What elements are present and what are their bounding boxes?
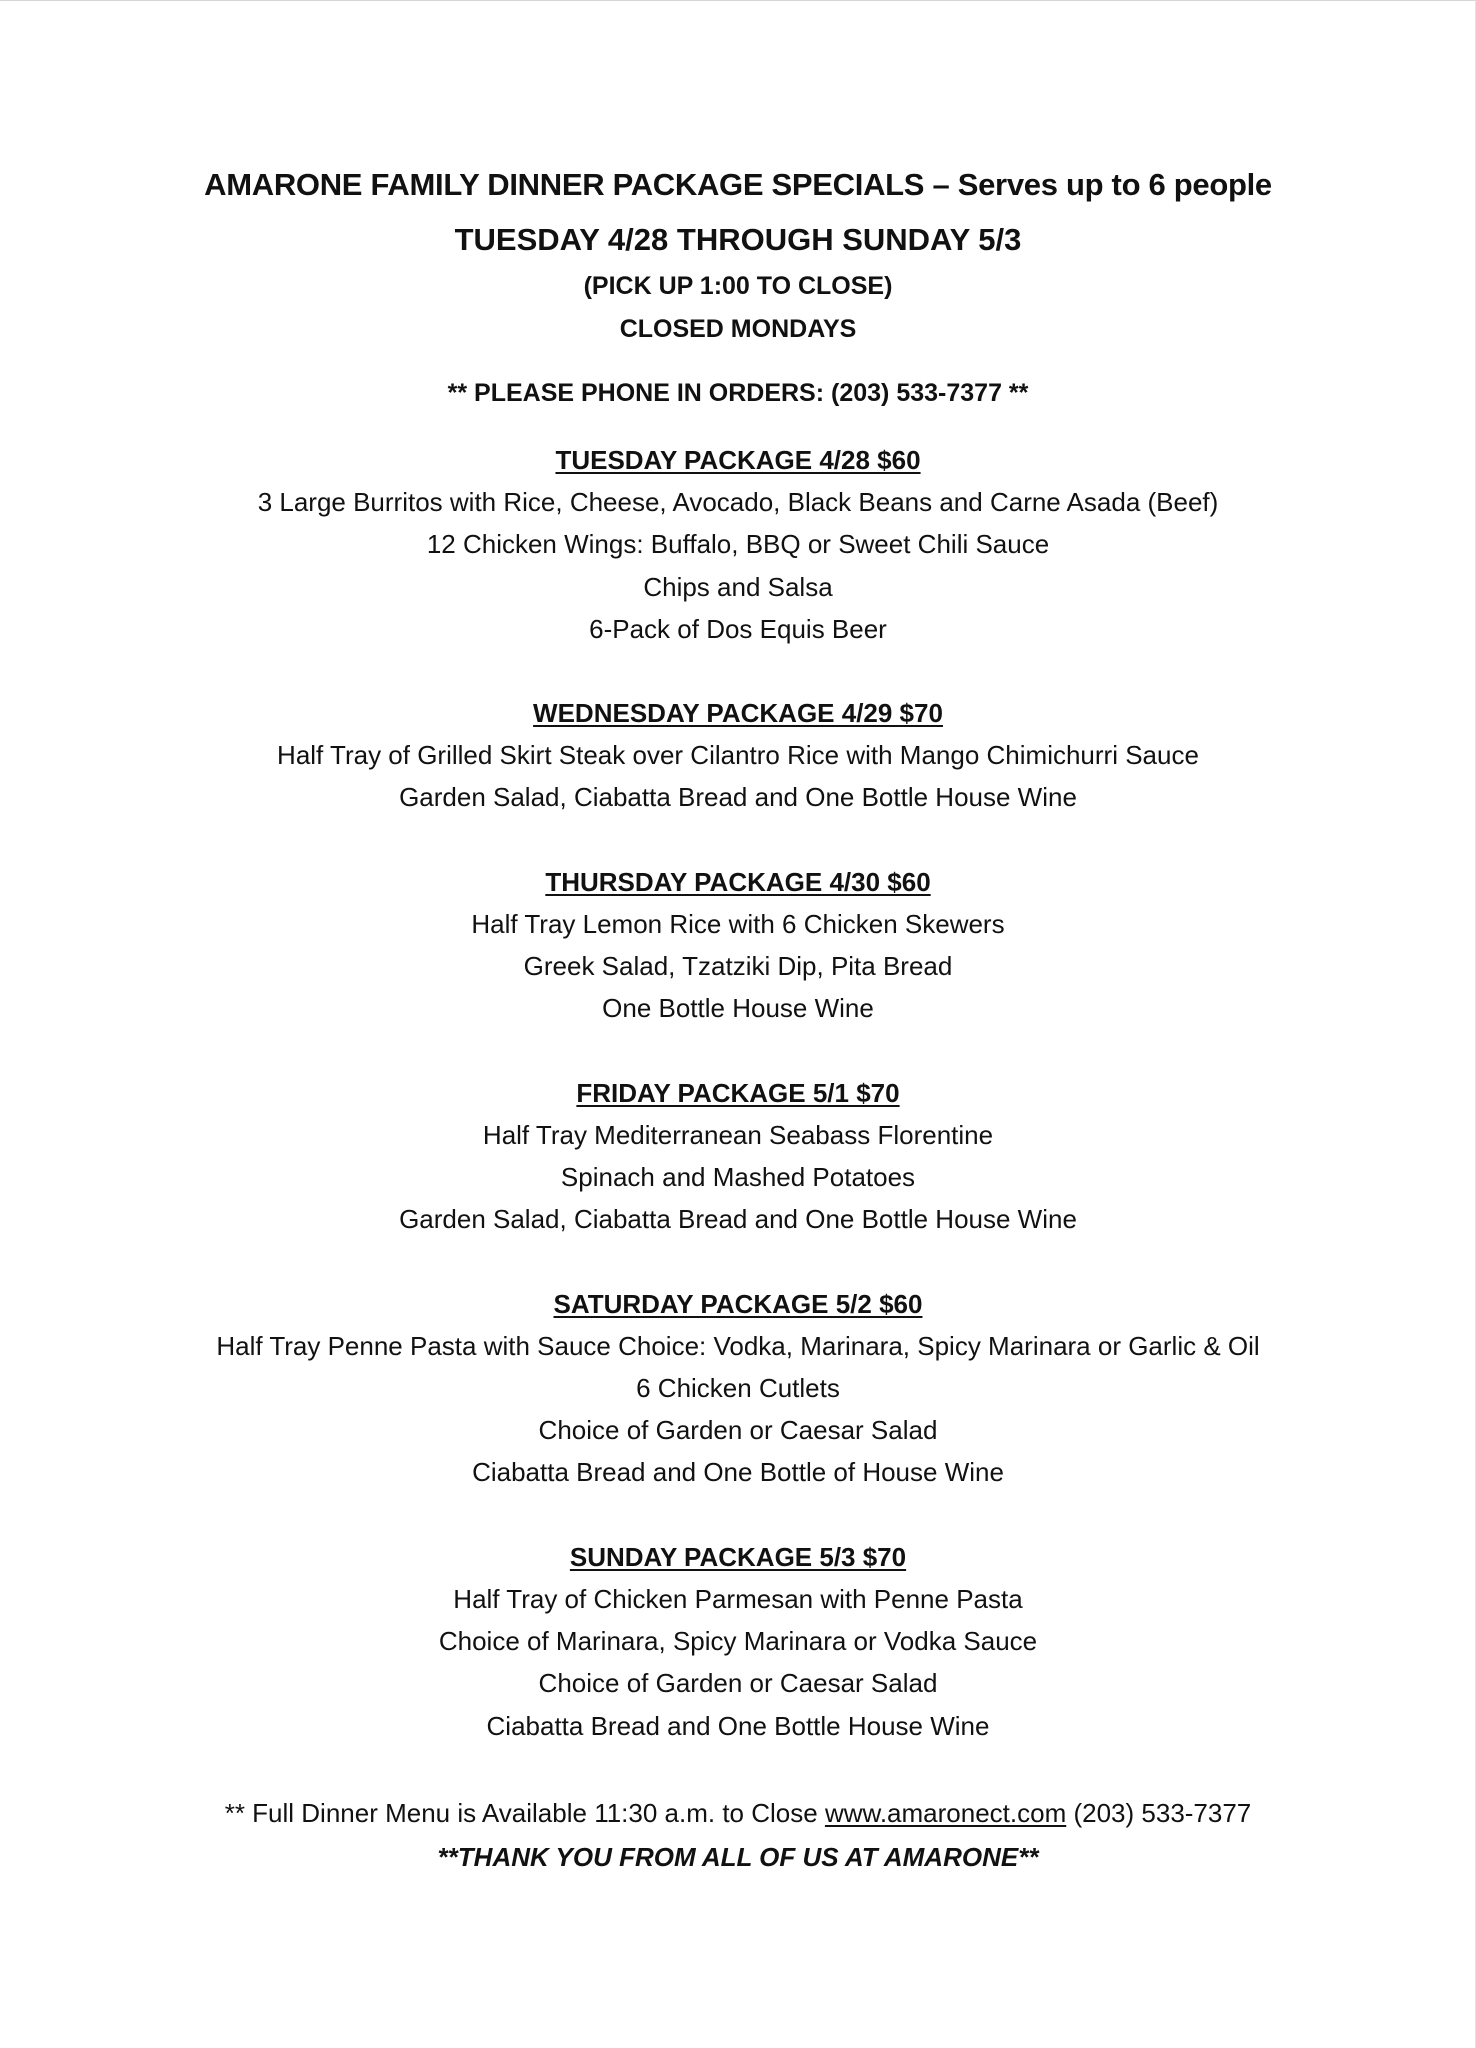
package-item: Choice of Marinara, Spicy Marinara or Vodka Sauce	[438, 1626, 1038, 1657]
package-item: Half Tray of Grilled Skirt Steak over Cilantro Rice with Mango Chimichurri Sauce	[277, 740, 1199, 771]
package-item: Half Tray Penne Pasta with Sauce Choice: Vodka, Marinara, Spicy Marinara or Garlic & Oil	[216, 1330, 1260, 1361]
footer-phone: (203) 533-7377	[1066, 1798, 1252, 1828]
package-item: Ciabatta Bread and One Bottle House Wine	[486, 1710, 990, 1741]
footer-menu-note	[0, 1798, 1476, 1829]
closed-days: CLOSED MONDAYS	[619, 315, 857, 343]
package-item: 6-Pack of Dos Equis Beer	[589, 613, 887, 644]
package-saturday	[0, 1283, 1476, 1494]
package-item: One Bottle House Wine	[602, 993, 874, 1024]
package-item: Spinach and Mashed Potatoes	[560, 1161, 916, 1192]
package-item: Greek Salad, Tzatziki Dip, Pita Bread	[523, 951, 953, 982]
package-item: 3 Large Burritos with Rice, Cheese, Avocado, Black Beans and Carne Asada (Beef)	[257, 487, 1219, 517]
package-item: Half Tray Lemon Rice with 6 Chicken Skewers	[471, 908, 1005, 939]
package-item: Garden Salad, Ciabatta Bread and One Bottle House Wine	[399, 1204, 1077, 1235]
package-item: Half Tray of Chicken Parmesan with Penne Pasta	[453, 1583, 1023, 1614]
package-heading: THURSDAY PACKAGE 4/30 $60	[545, 866, 931, 897]
package-item: Choice of Garden or Caesar Salad	[538, 1415, 938, 1446]
package-item: Garden Salad, Ciabatta Bread and One Bottle House Wine	[399, 782, 1077, 813]
package-heading: SUNDAY PACKAGE 5/3 $70	[569, 1541, 907, 1572]
package-list	[0, 439, 1476, 1789]
website-link[interactable]: www.amaronect.com	[824, 1798, 1067, 1828]
package-item: Half Tray Mediterranean Seabass Florentine	[482, 1119, 994, 1150]
package-heading: WEDNESDAY PACKAGE 4/29 $70	[533, 698, 943, 729]
pickup-hours: (PICK UP 1:00 TO CLOSE)	[583, 272, 893, 300]
page-title: AMARONE FAMILY DINNER PACKAGE SPECIALS – Serves up to 6 people	[204, 167, 1272, 202]
date-range: TUESDAY 4/28 THROUGH SUNDAY 5/3	[454, 222, 1022, 257]
package-item: Ciabatta Bread and One Bottle of House Wine	[472, 1457, 1004, 1488]
package-friday	[0, 1072, 1476, 1241]
package-item: Chips and Salsa	[643, 571, 833, 602]
thank-you-note: **THANK YOU FROM ALL OF US AT AMARONE**	[437, 1842, 1039, 1872]
footer-menu-text: ** Full Dinner Menu is Available 11:30 a.m. to Close	[224, 1798, 825, 1828]
package-item: Choice of Garden or Caesar Salad	[538, 1668, 938, 1699]
phone-orders-note: ** PLEASE PHONE IN ORDERS: (203) 533-7377 **	[447, 379, 1029, 407]
package-heading: FRIDAY PACKAGE 5/1 $70	[576, 1077, 900, 1108]
package-heading: TUESDAY PACKAGE 4/28 $60	[555, 445, 921, 475]
package-wednesday	[0, 692, 1476, 819]
package-heading: SATURDAY PACKAGE 5/2 $60	[553, 1288, 923, 1319]
package-sunday	[0, 1536, 1476, 1747]
package-thursday	[0, 861, 1476, 1030]
package-item: 12 Chicken Wings: Buffalo, BBQ or Sweet Chili Sauce	[426, 529, 1050, 560]
package-item: 6 Chicken Cutlets	[636, 1372, 840, 1403]
package-tuesday	[0, 439, 1476, 650]
